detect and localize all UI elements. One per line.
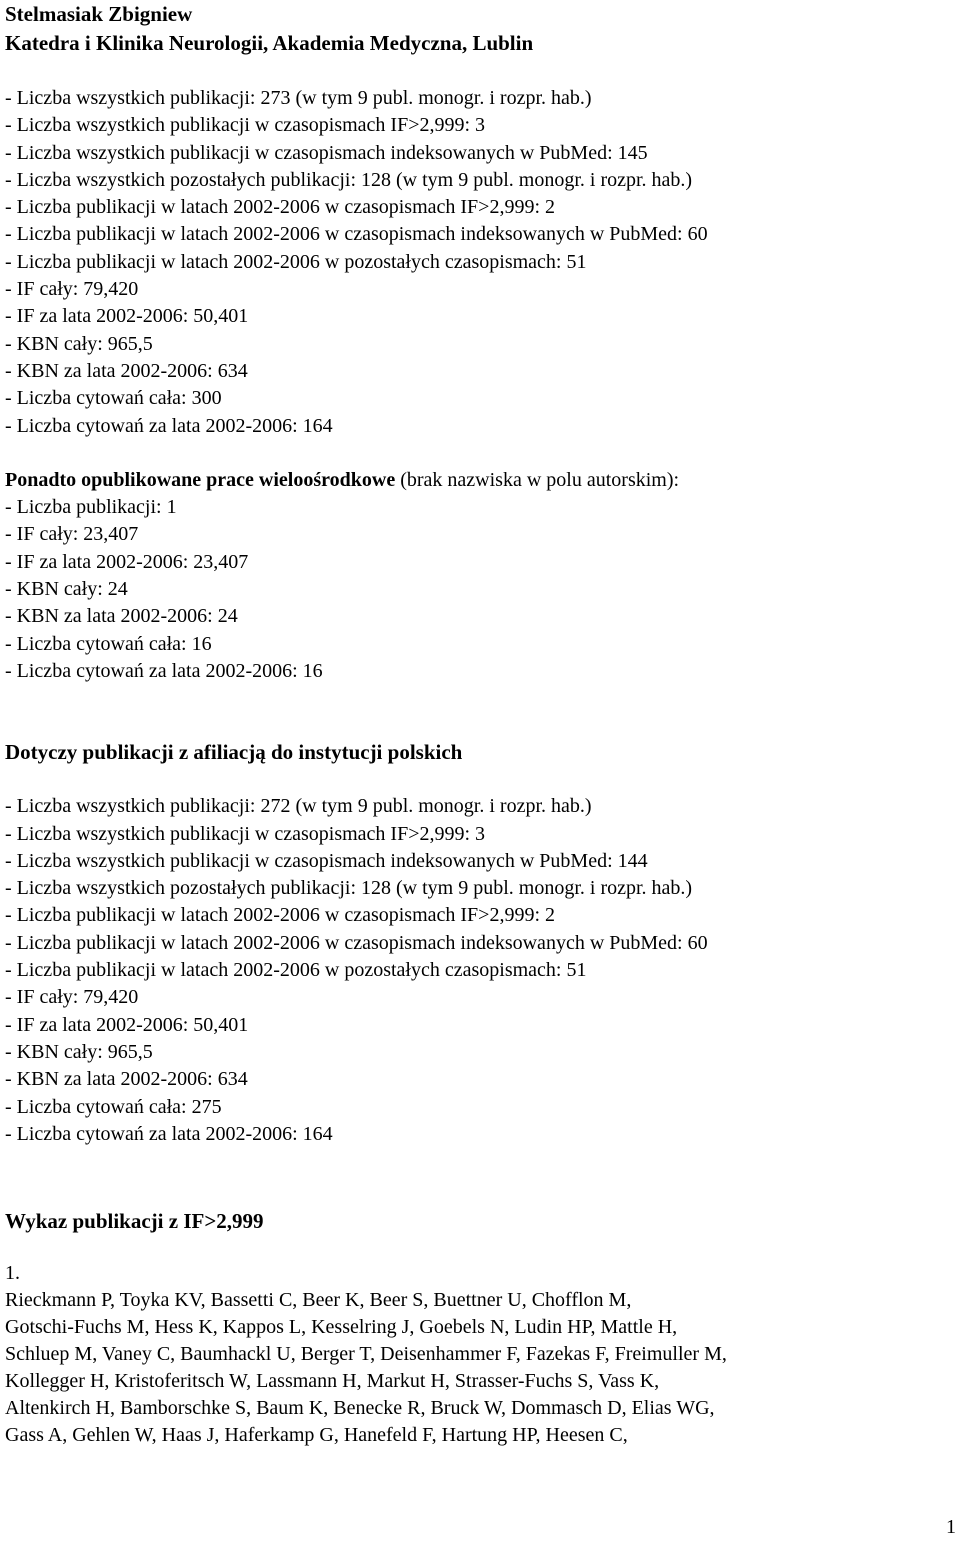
- stat-line: - Liczba publikacji w latach 2002-2006 w czasopismach indeksowanych w PubMed: 60: [5, 223, 708, 246]
- stat-line: - Liczba wszystkich publikacji: 272 (w tym 9 publ. monogr. i rozpr. hab.): [5, 795, 592, 818]
- stat-line: - KBN cały: 965,5: [5, 1040, 153, 1063]
- stat-line: - KBN cały: 24: [5, 578, 128, 601]
- publication-list: [5, 1260, 955, 1449]
- author-name: Stelmasiak Zbigniew: [5, 2, 193, 26]
- stat-line: - Liczba cytowań za lata 2002-2006: 16: [5, 659, 323, 682]
- stat-line: - KBN za lata 2002-2006: 634: [5, 359, 248, 382]
- stat-line: - Liczba publikacji w latach 2002-2006 w czasopismach IF>2,999: 2: [5, 196, 556, 219]
- stat-line: - Liczba wszystkich pozostałych publikacji: 128 (w tym 9 publ. monogr. i rozpr. hab.): [5, 877, 693, 900]
- stat-line: - Liczba publikacji: 1: [5, 496, 177, 519]
- stat-line: - IF za lata 2002-2006: 23,407: [5, 550, 249, 573]
- stats-section-all: [5, 85, 955, 440]
- publication-authors: [5, 1287, 955, 1449]
- stat-line: - KBN za lata 2002-2006: 634: [5, 1068, 248, 1091]
- polish-affiliation-heading: Dotyczy publikacji z afiliacją do instytucji polskich: [5, 740, 463, 765]
- stat-line: - Liczba cytowań za lata 2002-2006: 164: [5, 1122, 333, 1145]
- stat-line: - Liczba wszystkich pozostałych publikacji: 128 (w tym 9 publ. monogr. i rozpr. hab.): [5, 168, 693, 191]
- stat-line: - IF cały: 79,420: [5, 986, 139, 1009]
- authors-line: Gotschi-Fuchs M, Hess K, Kappos L, Kesselring J, Goebels N, Ludin HP, Mattle H,: [5, 1316, 678, 1339]
- stat-line: - Liczba publikacji w latach 2002-2006 w czasopismach indeksowanych w PubMed: 60: [5, 931, 708, 954]
- stat-line: - Liczba publikacji w latach 2002-2006 w czasopismach IF>2,999: 2: [5, 904, 556, 927]
- stat-line: - Liczba wszystkich publikacji: 273 (w tym 9 publ. monogr. i rozpr. hab.): [5, 87, 592, 109]
- stat-line: - Liczba cytowań za lata 2002-2006: 164: [5, 414, 333, 437]
- multicenter-heading: [5, 467, 955, 494]
- document-page: [5, 0, 955, 1449]
- stat-line: - Liczba cytowań cała: 16: [5, 632, 212, 655]
- stat-line: - Liczba wszystkich publikacji w czasopismach indeksowanych w PubMed: 144: [5, 849, 648, 872]
- publication-number: 1.: [5, 1262, 20, 1285]
- stat-line: - Liczba publikacji w latach 2002-2006 w pozostałych czasopismach: 51: [5, 959, 587, 982]
- authors-line: Schluep M, Vaney C, Baumhackl U, Berger T, Deisenhammer F, Fazekas F, Freimuller M,: [5, 1343, 727, 1366]
- stat-line: - Liczba cytowań cała: 300: [5, 387, 222, 410]
- institution-name: Katedra i Klinika Neurologii, Akademia Medyczna, Lublin: [5, 31, 534, 55]
- multicenter-heading-bold: Ponadto opublikowane prace wieloośrodkowe: [5, 468, 396, 491]
- page-number: 1: [946, 1516, 956, 1538]
- stat-line: - Liczba publikacji w latach 2002-2006 w pozostałych czasopismach: 51: [5, 250, 587, 273]
- stat-line: - IF cały: 79,420: [5, 278, 139, 301]
- stat-line: - Liczba wszystkich publikacji w czasopismach IF>2,999: 3: [5, 822, 486, 845]
- stats-section-polish: [5, 793, 955, 1148]
- authors-line: Rieckmann P, Toyka KV, Bassetti C, Beer K, Beer S, Buettner U, Chofflon M,: [5, 1289, 632, 1312]
- stat-line: - Liczba cytowań cała: 275: [5, 1095, 222, 1118]
- stats-section-multicenter: [5, 467, 955, 685]
- document-header: [5, 0, 955, 58]
- stat-line: - KBN za lata 2002-2006: 24: [5, 605, 238, 628]
- stat-line: - Liczba wszystkich publikacji w czasopismach indeksowanych w PubMed: 145: [5, 141, 648, 164]
- authors-line: Gass A, Gehlen W, Haas J, Haferkamp G, Hanefeld F, Hartung HP, Heesen C,: [5, 1424, 628, 1447]
- stat-line: - IF cały: 23,407: [5, 523, 139, 546]
- authors-line: Kollegger H, Kristoferitsch W, Lassmann H, Markut H, Strasser-Fuchs S, Vass K,: [5, 1370, 660, 1393]
- stat-line: - Liczba wszystkich publikacji w czasopismach IF>2,999: 3: [5, 114, 486, 137]
- stat-line: - IF za lata 2002-2006: 50,401: [5, 1013, 249, 1036]
- multicenter-heading-note: (brak nazwiska w polu autorskim):: [395, 468, 680, 491]
- stat-line: - KBN cały: 965,5: [5, 332, 153, 355]
- authors-line: Altenkirch H, Bamborschke S, Baum K, Benecke R, Bruck W, Dommasch D, Elias WG,: [5, 1397, 715, 1420]
- stat-line: - IF za lata 2002-2006: 50,401: [5, 305, 249, 328]
- publication-list-heading: Wykaz publikacji z IF>2,999: [5, 1209, 264, 1234]
